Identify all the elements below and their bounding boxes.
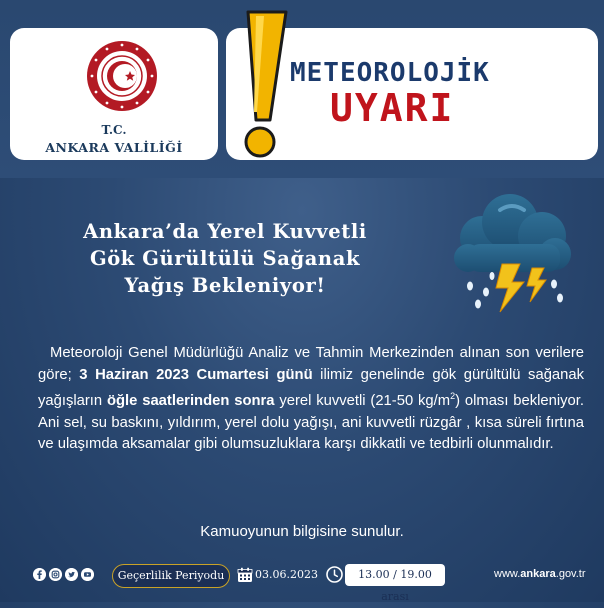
validity-period-label: Geçerlilik Periyodu	[112, 564, 230, 588]
seal-icon	[86, 40, 158, 112]
body-text-4: ) olması bekleniyor. Ani sel, su baskını, yıldırım, yerel dolu yağışı, ani kuvvetli rüzgâr , kısa süreli fırtına ve ulaşımda aksamalar gibi olumsuzluklara karşı dikkatli ve tedbirli olunmalıdır.	[38, 393, 584, 453]
headline-line-3: Yağış Bekleniyor!	[124, 274, 326, 297]
body-superscript: 2	[450, 391, 456, 402]
instagram-icon[interactable]	[49, 568, 62, 581]
validity-date: 03.06.2023	[255, 568, 318, 581]
clock-icon	[326, 566, 343, 583]
footer	[0, 560, 604, 603]
title-meteorological: METEOROLOJİK	[290, 58, 490, 88]
headline-line-1: Ankara’da Yerel Kuvvetli	[83, 220, 367, 243]
website-prefix: www.	[494, 568, 521, 580]
facebook-icon[interactable]	[33, 568, 46, 581]
website-link[interactable]	[494, 568, 586, 580]
body-date-bold: 3 Haziran 2023 Cumartesi günü	[79, 366, 313, 383]
tc-label: T.C.	[101, 123, 127, 137]
headline	[10, 218, 440, 299]
title-warning: UYARI	[330, 86, 455, 130]
storm-cloud-icon	[450, 188, 575, 318]
warning-body	[38, 343, 584, 456]
body-time-bold: öğle saatlerinden sonra	[106, 393, 275, 410]
exclamation-icon	[226, 8, 296, 168]
governorship-card	[10, 28, 218, 160]
youtube-icon[interactable]	[81, 568, 94, 581]
closing-text: Kamuoyunun bilgisine sunulur.	[200, 523, 404, 540]
website-domain: ankara	[520, 568, 556, 580]
governorship-name: ANKARA VALİLİĞİ	[45, 140, 183, 155]
twitter-icon[interactable]	[65, 568, 78, 581]
calendar-icon	[237, 567, 253, 583]
headline-line-2: Gök Gürültülü Sağanak	[89, 247, 361, 270]
warning-paragraph	[38, 343, 584, 456]
body-text-2: ilimiz genelinde gök gürültülü sağanak yağışların	[38, 366, 585, 410]
body-text-1: Meteoroloji Genel Müdürlüğü Analiz ve Tahmin Merkezinden alınan son verilere göre;	[38, 345, 584, 383]
body-text-3: yerel kuvvetli (21-50 kg/m	[274, 393, 451, 410]
website-suffix: .gov.tr	[555, 568, 586, 580]
validity-time: 13.00 / 19.00 arası	[345, 564, 445, 586]
